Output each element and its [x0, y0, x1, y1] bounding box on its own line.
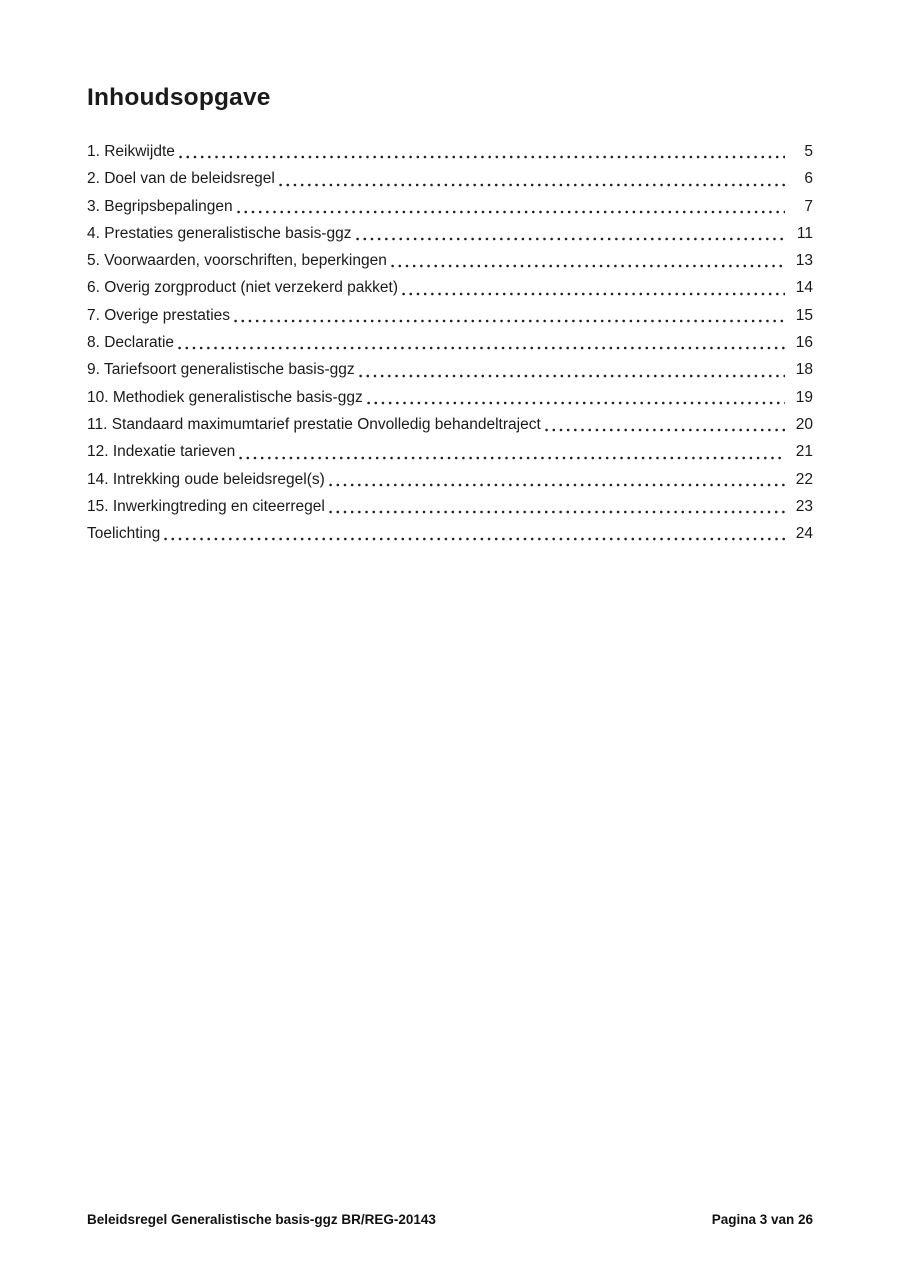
toc-entry-page-number: 16 — [795, 334, 813, 352]
toc-entry — [87, 356, 813, 383]
toc-entry-label: 10. Methodiek generalistische basis-ggz — [87, 388, 363, 406]
toc-dot-leader — [357, 356, 785, 383]
toc-dot-leader — [327, 466, 785, 493]
toc-dot-leader — [400, 274, 785, 301]
toc-entry — [87, 493, 813, 520]
toc-entry — [87, 329, 813, 356]
toc-entry-page-number: 24 — [795, 525, 813, 543]
toc-entry-label: 7. Overige prestaties — [87, 306, 231, 324]
toc-dot-leader — [232, 302, 785, 329]
toc-entry-label: 1. Reikwijdte — [87, 143, 175, 160]
toc-dot-leader — [327, 493, 785, 520]
toc-dot-leader — [177, 138, 785, 165]
toc-entry-label: 9. Tariefsoort generalistische basis-ggz — [87, 361, 355, 379]
toc-entry — [87, 247, 813, 274]
toc-dot-leader — [277, 165, 785, 192]
toc-dot-leader — [543, 411, 785, 438]
toc-entry-page-number: 14 — [795, 279, 813, 297]
toc-dot-leader — [162, 520, 785, 547]
toc-entry-label: 4. Prestaties generalistische basis-ggz — [87, 224, 352, 242]
toc-entry — [87, 193, 813, 220]
toc-dot-leader — [365, 384, 785, 411]
toc-entry-label: 15. Inwerkingtreding en citeerregel — [87, 497, 325, 515]
footer-document-reference: Beleidsregel Generalistische basis-ggz BR/REG-20143 — [87, 1212, 436, 1227]
toc-entry-page-number: 18 — [795, 361, 813, 379]
toc-entry — [87, 220, 813, 247]
toc-entry — [87, 274, 813, 301]
toc-entry-page-number: 22 — [795, 470, 813, 488]
page-title: Inhoudsopgave — [87, 84, 271, 111]
toc-entry-page-number: 7 — [804, 197, 813, 215]
toc-entry-page-number: 13 — [795, 252, 813, 270]
toc-entry-page-number: 6 — [804, 170, 813, 188]
toc-entry — [87, 138, 813, 165]
toc-list — [87, 138, 813, 547]
toc-entry-page-number: 5 — [804, 143, 813, 160]
toc-entry-label: 6. Overig zorgproduct (niet verzekerd pakket) — [87, 279, 398, 297]
toc-dot-leader — [237, 438, 785, 465]
toc-entry — [87, 165, 813, 192]
toc-entry-page-number: 19 — [795, 388, 813, 406]
toc-entry-label: Toelichting — [87, 525, 161, 543]
toc-entry-label: 5. Voorwaarden, voorschriften, beperkingen — [87, 252, 387, 270]
toc-entry-label: 2. Doel van de beleidsregel — [87, 170, 275, 188]
toc-entry-label: 8. Declaratie — [87, 334, 175, 352]
toc-entry-label: 12. Indexatie tarieven — [87, 443, 236, 461]
toc-dot-leader — [235, 193, 785, 220]
toc-entry-label: 14. Intrekking oude beleidsregel(s) — [87, 470, 325, 488]
toc-entry-label: 3. Begripsbepalingen — [87, 197, 233, 215]
toc-dot-leader — [389, 247, 785, 274]
toc-entry-page-number: 15 — [795, 306, 813, 324]
toc-entry-label: 11. Standaard maximumtarief prestatie Onvolledig behandeltraject — [87, 415, 541, 433]
toc-entry-page-number: 11 — [796, 224, 813, 242]
toc-entry — [87, 384, 813, 411]
toc-entry — [87, 520, 813, 547]
toc-entry — [87, 438, 813, 465]
toc-dot-leader — [176, 329, 785, 356]
toc-dot-leader — [354, 220, 786, 247]
toc-entry-page-number: 21 — [795, 443, 813, 461]
footer-page-number: Pagina 3 van 26 — [711, 1212, 813, 1227]
toc-entry-page-number: 20 — [795, 415, 813, 433]
toc-entry — [87, 411, 813, 438]
toc-entry-page-number: 23 — [795, 497, 813, 515]
toc-entry — [87, 466, 813, 493]
toc-entry — [87, 302, 813, 329]
page-footer — [87, 1212, 813, 1227]
